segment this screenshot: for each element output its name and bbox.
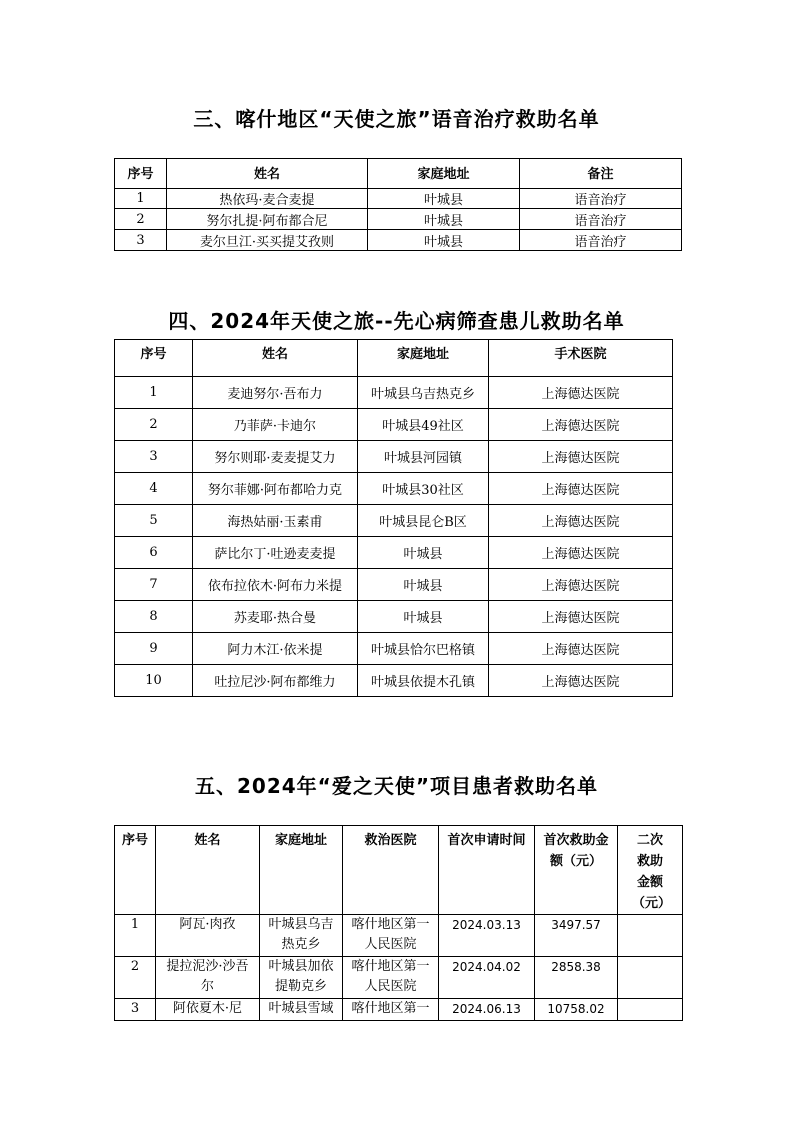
table-cell: 上海德达医院 <box>489 537 673 569</box>
table-cell: 阿力木江·依米提 <box>193 633 358 665</box>
table-cell: 3497.57 <box>535 915 618 957</box>
table-cell: 叶城县 <box>368 209 520 230</box>
table-cell: 叶城县 <box>368 189 520 209</box>
table-cell: 努尔则耶·麦麦提艾力 <box>193 441 358 473</box>
table-cell: 3 <box>115 999 156 1021</box>
header-cell: 序号 <box>115 826 156 915</box>
header-cell: 序号 <box>115 340 193 377</box>
header-cell: 救治医院 <box>343 826 439 915</box>
section4-title: 四、2024年天使之旅--先心病筛查患儿救助名单 <box>168 309 625 333</box>
header-cell: 家庭地址 <box>368 159 520 189</box>
table-row <box>115 665 673 697</box>
table-cell: 1 <box>115 189 167 209</box>
table-row <box>115 209 682 230</box>
table-cell: 上海德达医院 <box>489 377 673 409</box>
table-cell: 上海德达医院 <box>489 601 673 633</box>
table-cell: 2024.04.02 <box>439 957 535 999</box>
table-cell: 1 <box>115 915 156 957</box>
table-cell: 上海德达医院 <box>489 505 673 537</box>
table-cell: 6 <box>115 537 193 569</box>
table-row <box>115 601 673 633</box>
table-cell: 乃菲萨·卡迪尔 <box>193 409 358 441</box>
table-row <box>115 441 673 473</box>
table-cell: 阿瓦·肉孜 <box>156 915 260 957</box>
table-row <box>115 957 683 999</box>
header-cell: 姓名 <box>156 826 260 915</box>
header-cell: 家庭地址 <box>260 826 343 915</box>
header-cell: 首次申请时间 <box>439 826 535 915</box>
section3-table <box>114 158 682 251</box>
table-cell: 苏麦耶·热合曼 <box>193 601 358 633</box>
table-cell: 叶城县加依提勒克乡 <box>260 957 343 999</box>
table-cell: 叶城县乌吉热克乡 <box>260 915 343 957</box>
table-cell: 10 <box>115 665 193 697</box>
table-cell: 麦迪努尔·吾布力 <box>193 377 358 409</box>
table-cell: 上海德达医院 <box>489 441 673 473</box>
table-row <box>115 230 682 251</box>
section3-title: 三、喀什地区“天使之旅”语音治疗救助名单 <box>193 107 600 131</box>
table-cell: 叶城县 <box>358 569 489 601</box>
table-cell: 热依玛·麦合麦提 <box>167 189 368 209</box>
table-cell: 叶城县雪域 <box>260 999 343 1021</box>
table-cell: 上海德达医院 <box>489 409 673 441</box>
table-cell: 10758.02 <box>535 999 618 1021</box>
table-cell: 3 <box>115 441 193 473</box>
table-row <box>115 189 682 209</box>
table-cell: 上海德达医院 <box>489 569 673 601</box>
table-cell <box>618 915 683 957</box>
table-row <box>115 473 673 505</box>
table-cell: 4 <box>115 473 193 505</box>
table-cell: 叶城县49社区 <box>358 409 489 441</box>
header-cell: 序号 <box>115 159 167 189</box>
table-cell: 7 <box>115 569 193 601</box>
table-cell: 上海德达医院 <box>489 665 673 697</box>
table-cell <box>618 957 683 999</box>
table-cell: 叶城县 <box>358 601 489 633</box>
table-cell: 叶城县30社区 <box>358 473 489 505</box>
section5-title: 五、2024年“爱之天使”项目患者救助名单 <box>195 774 598 798</box>
table-cell: 2858.38 <box>535 957 618 999</box>
section4-table <box>114 339 673 697</box>
table-cell: 努尔菲娜·阿布都哈力克 <box>193 473 358 505</box>
table-cell: 努尔扎提·阿布都合尼 <box>167 209 368 230</box>
table-row <box>115 999 683 1021</box>
table-cell: 依布拉依木·阿布力米提 <box>193 569 358 601</box>
table-row <box>115 915 683 957</box>
table-cell: 叶城县 <box>368 230 520 251</box>
table-cell: 麦尔旦江·买买提艾孜则 <box>167 230 368 251</box>
table-cell: 叶城县乌吉热克乡 <box>358 377 489 409</box>
table-row <box>115 505 673 537</box>
table-cell: 2 <box>115 957 156 999</box>
table-cell: 叶城县 <box>358 537 489 569</box>
table-cell: 喀什地区第一人民医院 <box>343 915 439 957</box>
table-cell: 喀什地区第一人民医院 <box>343 957 439 999</box>
header-cell: 备注 <box>520 159 682 189</box>
table-cell: 上海德达医院 <box>489 473 673 505</box>
table-cell: 叶城县恰尔巴格镇 <box>358 633 489 665</box>
table-cell: 语音治疗 <box>520 209 682 230</box>
header-cell: 手术医院 <box>489 340 673 377</box>
section5-table <box>114 825 683 1021</box>
table-cell: 1 <box>115 377 193 409</box>
table-cell: 9 <box>115 633 193 665</box>
table-header-row <box>115 159 682 189</box>
header-cell: 姓名 <box>193 340 358 377</box>
table-row <box>115 633 673 665</box>
table-cell: 2024.03.13 <box>439 915 535 957</box>
table-cell: 3 <box>115 230 167 251</box>
table-cell: 提拉泥沙·沙吾尔 <box>156 957 260 999</box>
table-cell: 上海德达医院 <box>489 633 673 665</box>
table-cell: 5 <box>115 505 193 537</box>
table-row <box>115 569 673 601</box>
table-cell: 叶城县河园镇 <box>358 441 489 473</box>
table-cell: 2 <box>115 409 193 441</box>
table-row <box>115 537 673 569</box>
table-cell: 喀什地区第一 <box>343 999 439 1021</box>
table-header-row <box>115 826 683 915</box>
table-cell: 语音治疗 <box>520 189 682 209</box>
table-header-row <box>115 340 673 377</box>
table-cell: 2 <box>115 209 167 230</box>
header-cell: 姓名 <box>167 159 368 189</box>
table-cell: 2024.06.13 <box>439 999 535 1021</box>
header-cell: 家庭地址 <box>358 340 489 377</box>
table-cell <box>618 999 683 1021</box>
table-cell: 语音治疗 <box>520 230 682 251</box>
table-cell: 吐拉尼沙·阿布都维力 <box>193 665 358 697</box>
table-row <box>115 377 673 409</box>
table-row <box>115 409 673 441</box>
table-cell: 8 <box>115 601 193 633</box>
table-cell: 阿依夏木·尼 <box>156 999 260 1021</box>
table-cell: 萨比尔丁·吐逊麦麦提 <box>193 537 358 569</box>
table-cell: 叶城县昆仑B区 <box>358 505 489 537</box>
table-cell: 叶城县依提木孔镇 <box>358 665 489 697</box>
header-cell: 首次救助金额（元） <box>535 826 618 915</box>
table-cell: 海热姑丽·玉素甫 <box>193 505 358 537</box>
header-cell: 二次救助金额（元） <box>618 826 683 915</box>
